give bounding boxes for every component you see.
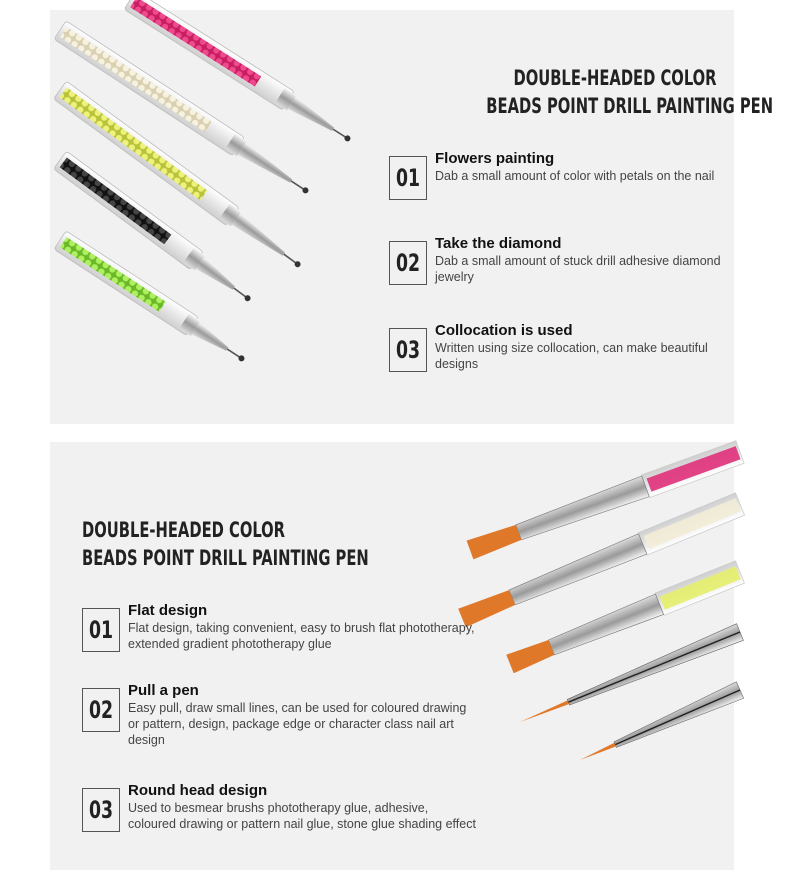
feature-title: Take the diamond	[435, 235, 562, 252]
feature-number-badge: 02	[82, 688, 120, 732]
feature-description: Flat design, taking convenient, easy to brush flat phototherapy, extended gradient phototherapy glue	[128, 621, 475, 651]
feature-number-badge: 01	[82, 608, 120, 652]
heading-line-1: DOUBLE-HEADED COLOR	[513, 66, 717, 90]
dotting-pen-black	[53, 151, 256, 309]
feature-title: Collocation is used	[435, 322, 573, 339]
liner-brush-short	[576, 682, 743, 768]
feature-description: Written using size collocation, can make beautiful designs	[435, 341, 708, 371]
feature-title: Flat design	[128, 602, 208, 619]
feature-number-badge: 01	[389, 156, 427, 200]
feature-description: Easy pull, draw small lines, can be used for coloured drawing or pattern, design, package edge or character class nail art design	[128, 701, 467, 747]
feature-number-badge: 03	[82, 788, 120, 832]
feature-title: Pull a pen	[128, 682, 199, 699]
dotting-pen-green	[54, 231, 250, 369]
feature-description: Dab a small amount of stuck drill adhesive diamond jewelry	[435, 254, 721, 284]
dotting-pen-pink	[124, 0, 356, 149]
flat-brush-pink	[466, 441, 744, 562]
feature-number-badge: 02	[389, 241, 427, 285]
product-panel-brushes	[50, 442, 734, 870]
feature-title: Round head design	[128, 782, 268, 799]
product-panel-dotting-pens	[50, 10, 774, 424]
flat-brush-cream	[457, 493, 744, 629]
panel-heading	[486, 64, 774, 120]
heading-line-2: BEADS POINT DRILL PAINTING PEN	[486, 94, 774, 118]
feature-title: Flowers painting	[435, 150, 555, 167]
feature-description: Dab a small amount of color with petals on the nail	[435, 169, 715, 183]
panel-heading	[82, 516, 369, 572]
feature-description: Used to besmear brushs phototherapy glue, adhesive, coloured drawing or pattern nail glue, stone glue shading effect	[128, 801, 476, 831]
heading-line-1: DOUBLE-HEADED COLOR	[82, 518, 286, 542]
heading-line-2: BEADS POINT DRILL PAINTING PEN	[82, 546, 369, 570]
feature-number-badge: 03	[389, 328, 427, 372]
